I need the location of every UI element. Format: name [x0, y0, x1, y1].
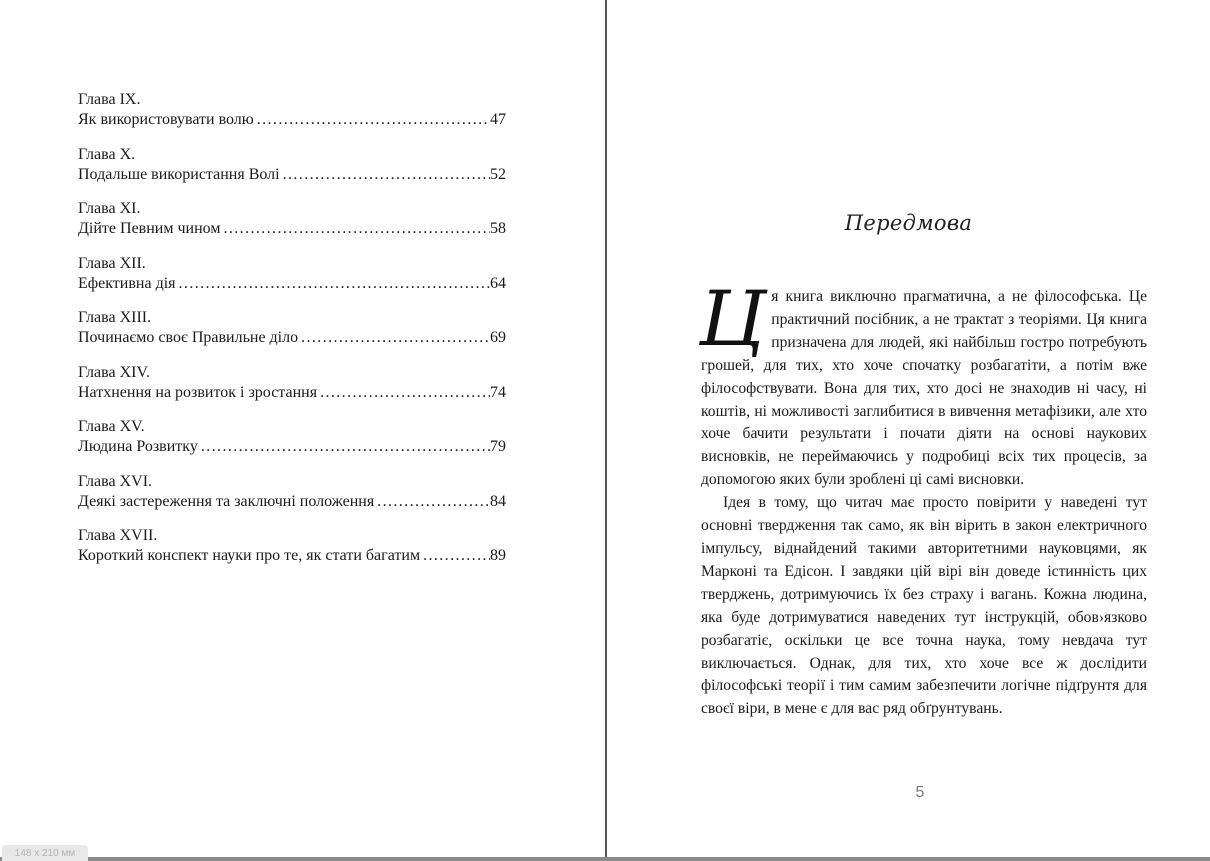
toc-leader-dots — [198, 437, 490, 457]
toc-line — [78, 219, 506, 239]
toc-entry[interactable] — [78, 363, 506, 403]
toc-line — [78, 383, 506, 403]
toc-entry[interactable] — [78, 254, 506, 294]
toc-entry[interactable] — [78, 199, 506, 239]
preface-heading: Передмова — [844, 211, 973, 235]
toc-leader-dots — [280, 165, 490, 185]
toc-entry[interactable] — [78, 472, 506, 512]
toc-leader-dots — [176, 274, 490, 294]
toc-page-number: 84 — [490, 492, 506, 510]
toc-entry[interactable] — [78, 526, 506, 566]
toc-entry[interactable] — [78, 308, 506, 348]
toc-line — [78, 546, 506, 566]
preface-paragraph-1-text: я книга виключно прагматична, а не філософська. Це практичний посібник, а не трактат з теоріями. Ця книга призначена для людей, які найбільш гостро потребують грошей, для тих, хто хоче спочатку розбагатіти, а потім вже філософствувати. Вона для тих, хто досі не знаходив ні часу, ні коштів, ні можливості заглибитися в вивчення метафізики, але хто хоче бачити результати і почати діяти на основі наукових висновків, не переймаючись у подробиці всіх тих процесів, за допомогою яких були зроблені ці самі висновки. — [701, 288, 1147, 489]
toc-entry[interactable] — [78, 417, 506, 457]
toc-line — [78, 110, 506, 130]
toc-chapter-label: Глава XVII. — [78, 527, 158, 544]
viewer-bottom-bar — [0, 857, 1210, 861]
toc-page-number: 74 — [490, 383, 506, 401]
toc-title: Дійте Певним чином — [78, 220, 221, 237]
toc-leader-dots — [374, 492, 490, 512]
toc-page-number: 89 — [490, 547, 506, 564]
toc-page-number: 52 — [490, 165, 506, 183]
toc-chapter-label: Глава IX. — [78, 91, 141, 108]
toc-title: Деякі застереження та заключні положення — [78, 492, 375, 510]
toc-chapter-label: Глава XV. — [78, 418, 145, 435]
toc-chapter-label: Глава XIV. — [78, 363, 150, 381]
preface-paragraph-1 — [699, 274, 1147, 492]
page-number: 5 — [915, 784, 925, 801]
toc-title: Починаємо своє Правильне діло — [78, 329, 299, 346]
toc-line — [78, 492, 506, 512]
toc-entry[interactable] — [78, 145, 506, 185]
toc-page-number: 47 — [490, 111, 506, 128]
toc-title: Ефективна дія — [78, 274, 176, 292]
toc-title: Короткий конспект науки про те, як стати багатим — [78, 547, 421, 564]
left-page — [0, 0, 605, 857]
toc-title: Людина Розвитку — [78, 438, 198, 455]
toc-leader-dots — [298, 328, 490, 348]
toc-chapter-label: Глава XI. — [78, 200, 141, 217]
toc-line — [78, 165, 506, 185]
toc-page-number: 69 — [490, 329, 506, 346]
table-of-contents — [78, 90, 506, 581]
toc-chapter-label: Глава XII. — [78, 254, 146, 272]
toc-title: Подальше використання Волі — [78, 165, 280, 183]
toc-line — [78, 437, 506, 457]
toc-line — [78, 274, 506, 294]
preface-body — [699, 274, 1147, 721]
toc-leader-dots — [317, 383, 490, 403]
toc-chapter-label: Глава XVI. — [78, 472, 153, 490]
toc-title: Як використовувати волю — [78, 111, 254, 128]
toc-chapter-label: Глава XIII. — [78, 309, 152, 326]
toc-page-number: 79 — [490, 438, 506, 455]
page-size-badge: 148 x 210 мм — [2, 845, 88, 861]
toc-title: Натхнення на розвиток і зростання — [78, 383, 318, 401]
toc-leader-dots — [220, 219, 490, 239]
preface-paragraph-2: Ідея в тому, що читач має просто повірити у наведені тут основні твердження так само, як він вірить в закон електричного імпульсу, віднайдений такими авторитетними науковцями, як Марконі та Едісон. І завдяки цій вірі він доведе істинність цих тверджень, дотримуючись їх без страху і вагань. Кожна людина, яка буде дотримуватися наведених тут інструкцій, обов›язково розбагатіє, оскільки це все точна наука, тому невдача тут виключається. Однак, для тих, хто хоче все ж дослідити філософські теорії і тим самим забезпечити логічне підґрунтя для своєї віри, в мене є для вас ряд обґрунтувань. — [701, 494, 1147, 718]
toc-entry[interactable] — [78, 90, 506, 130]
toc-page-number: 64 — [490, 274, 506, 292]
toc-line — [78, 328, 506, 348]
toc-leader-dots — [420, 546, 490, 566]
drop-cap: Ц — [699, 274, 766, 363]
toc-page-number: 58 — [490, 220, 506, 237]
right-page — [607, 0, 1210, 857]
toc-chapter-label: Глава X. — [78, 145, 136, 163]
toc-leader-dots — [254, 110, 490, 130]
